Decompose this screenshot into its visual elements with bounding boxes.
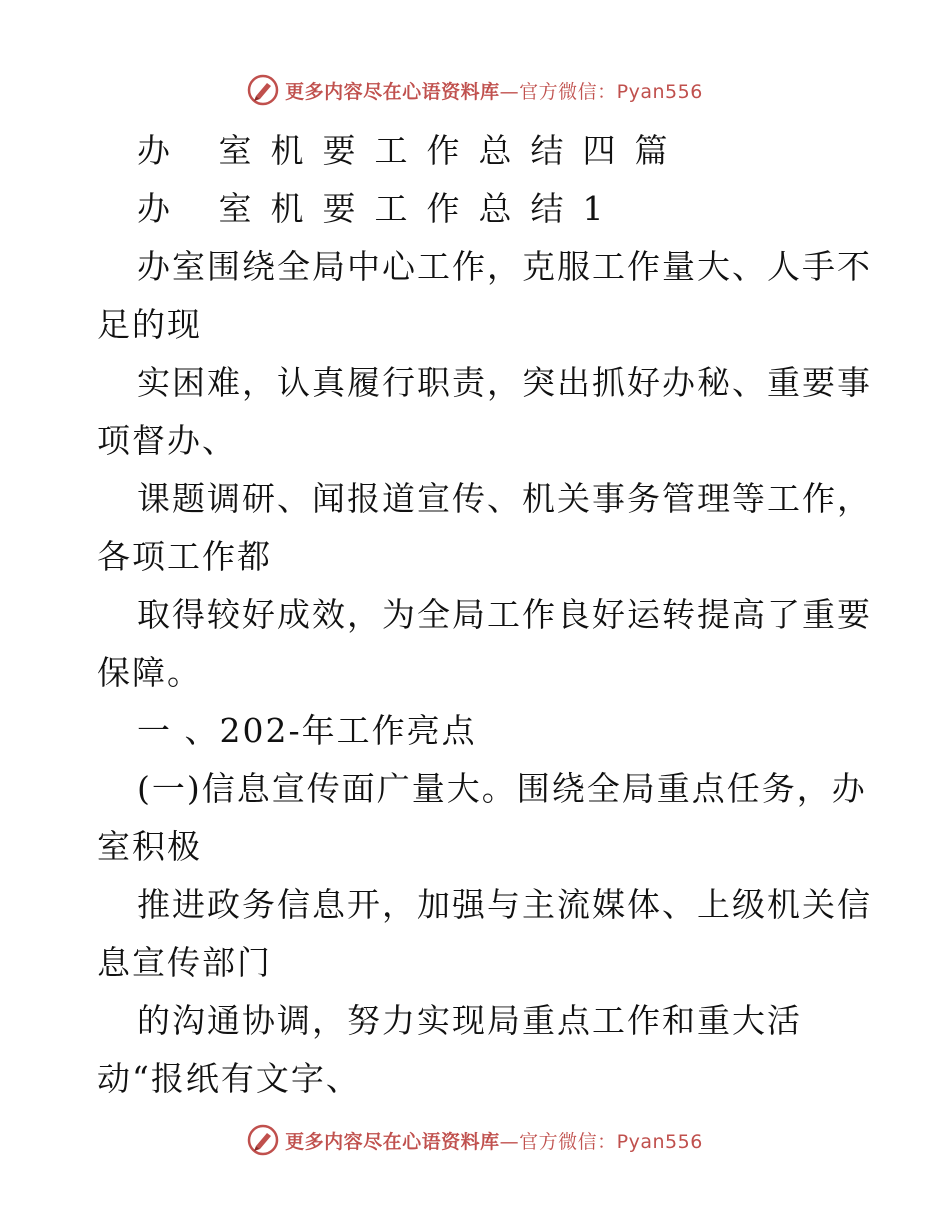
- watermark-sep: —: [499, 1130, 520, 1153]
- text-line: 动“报纸有文字、: [97, 1059, 361, 1098]
- watermark-banner-bottom: [0, 1120, 950, 1160]
- text-line: 实困难，认真履行职责，突出抓好办秘、重要事: [137, 363, 872, 402]
- watermark-text: [285, 1127, 703, 1154]
- pen-logo-icon: [247, 74, 279, 106]
- watermark-wechat: 官方微信：Pyan556: [519, 80, 703, 103]
- text-line: 室积极: [97, 827, 202, 866]
- text-line: 项督办、: [97, 421, 237, 460]
- text-line: (一)信息宣传面广量大。围绕全局重点任务，办: [137, 769, 867, 808]
- text-line: 一 、202-年工作亮点: [137, 711, 477, 750]
- text-line: 足的现: [97, 305, 202, 344]
- watermark-banner-top: [0, 70, 950, 110]
- text-line: 办室围绕全局中心工作，克服工作量大、人手不: [137, 247, 872, 286]
- text-line: 各项工作都: [97, 537, 272, 576]
- text-line: 保障。: [97, 653, 202, 692]
- watermark-wechat: 官方微信：Pyan556: [519, 1130, 703, 1153]
- text-line: 推进政务信息开，加强与主流媒体、上级机关信: [137, 885, 872, 924]
- watermark-main: 更多内容尽在心语资料库: [285, 80, 500, 103]
- text-line: 办 室机要工作总结四篇: [137, 131, 687, 170]
- text-line: 的沟通协调，努力实现局重点工作和重大活: [137, 1001, 802, 1040]
- text-line: 办 室机要工作总结1: [137, 189, 623, 228]
- watermark-main: 更多内容尽在心语资料库: [285, 1130, 500, 1153]
- document-body: [97, 122, 872, 1108]
- text-line: 息宣传部门: [97, 943, 272, 982]
- watermark-sep: —: [499, 80, 520, 103]
- text-line: 课题调研、闻报道宣传、机关事务管理等工作，: [137, 479, 872, 518]
- watermark-text: [285, 77, 703, 104]
- pen-logo-icon: [247, 1124, 279, 1156]
- text-line: 取得较好成效，为全局工作良好运转提高了重要: [137, 595, 872, 634]
